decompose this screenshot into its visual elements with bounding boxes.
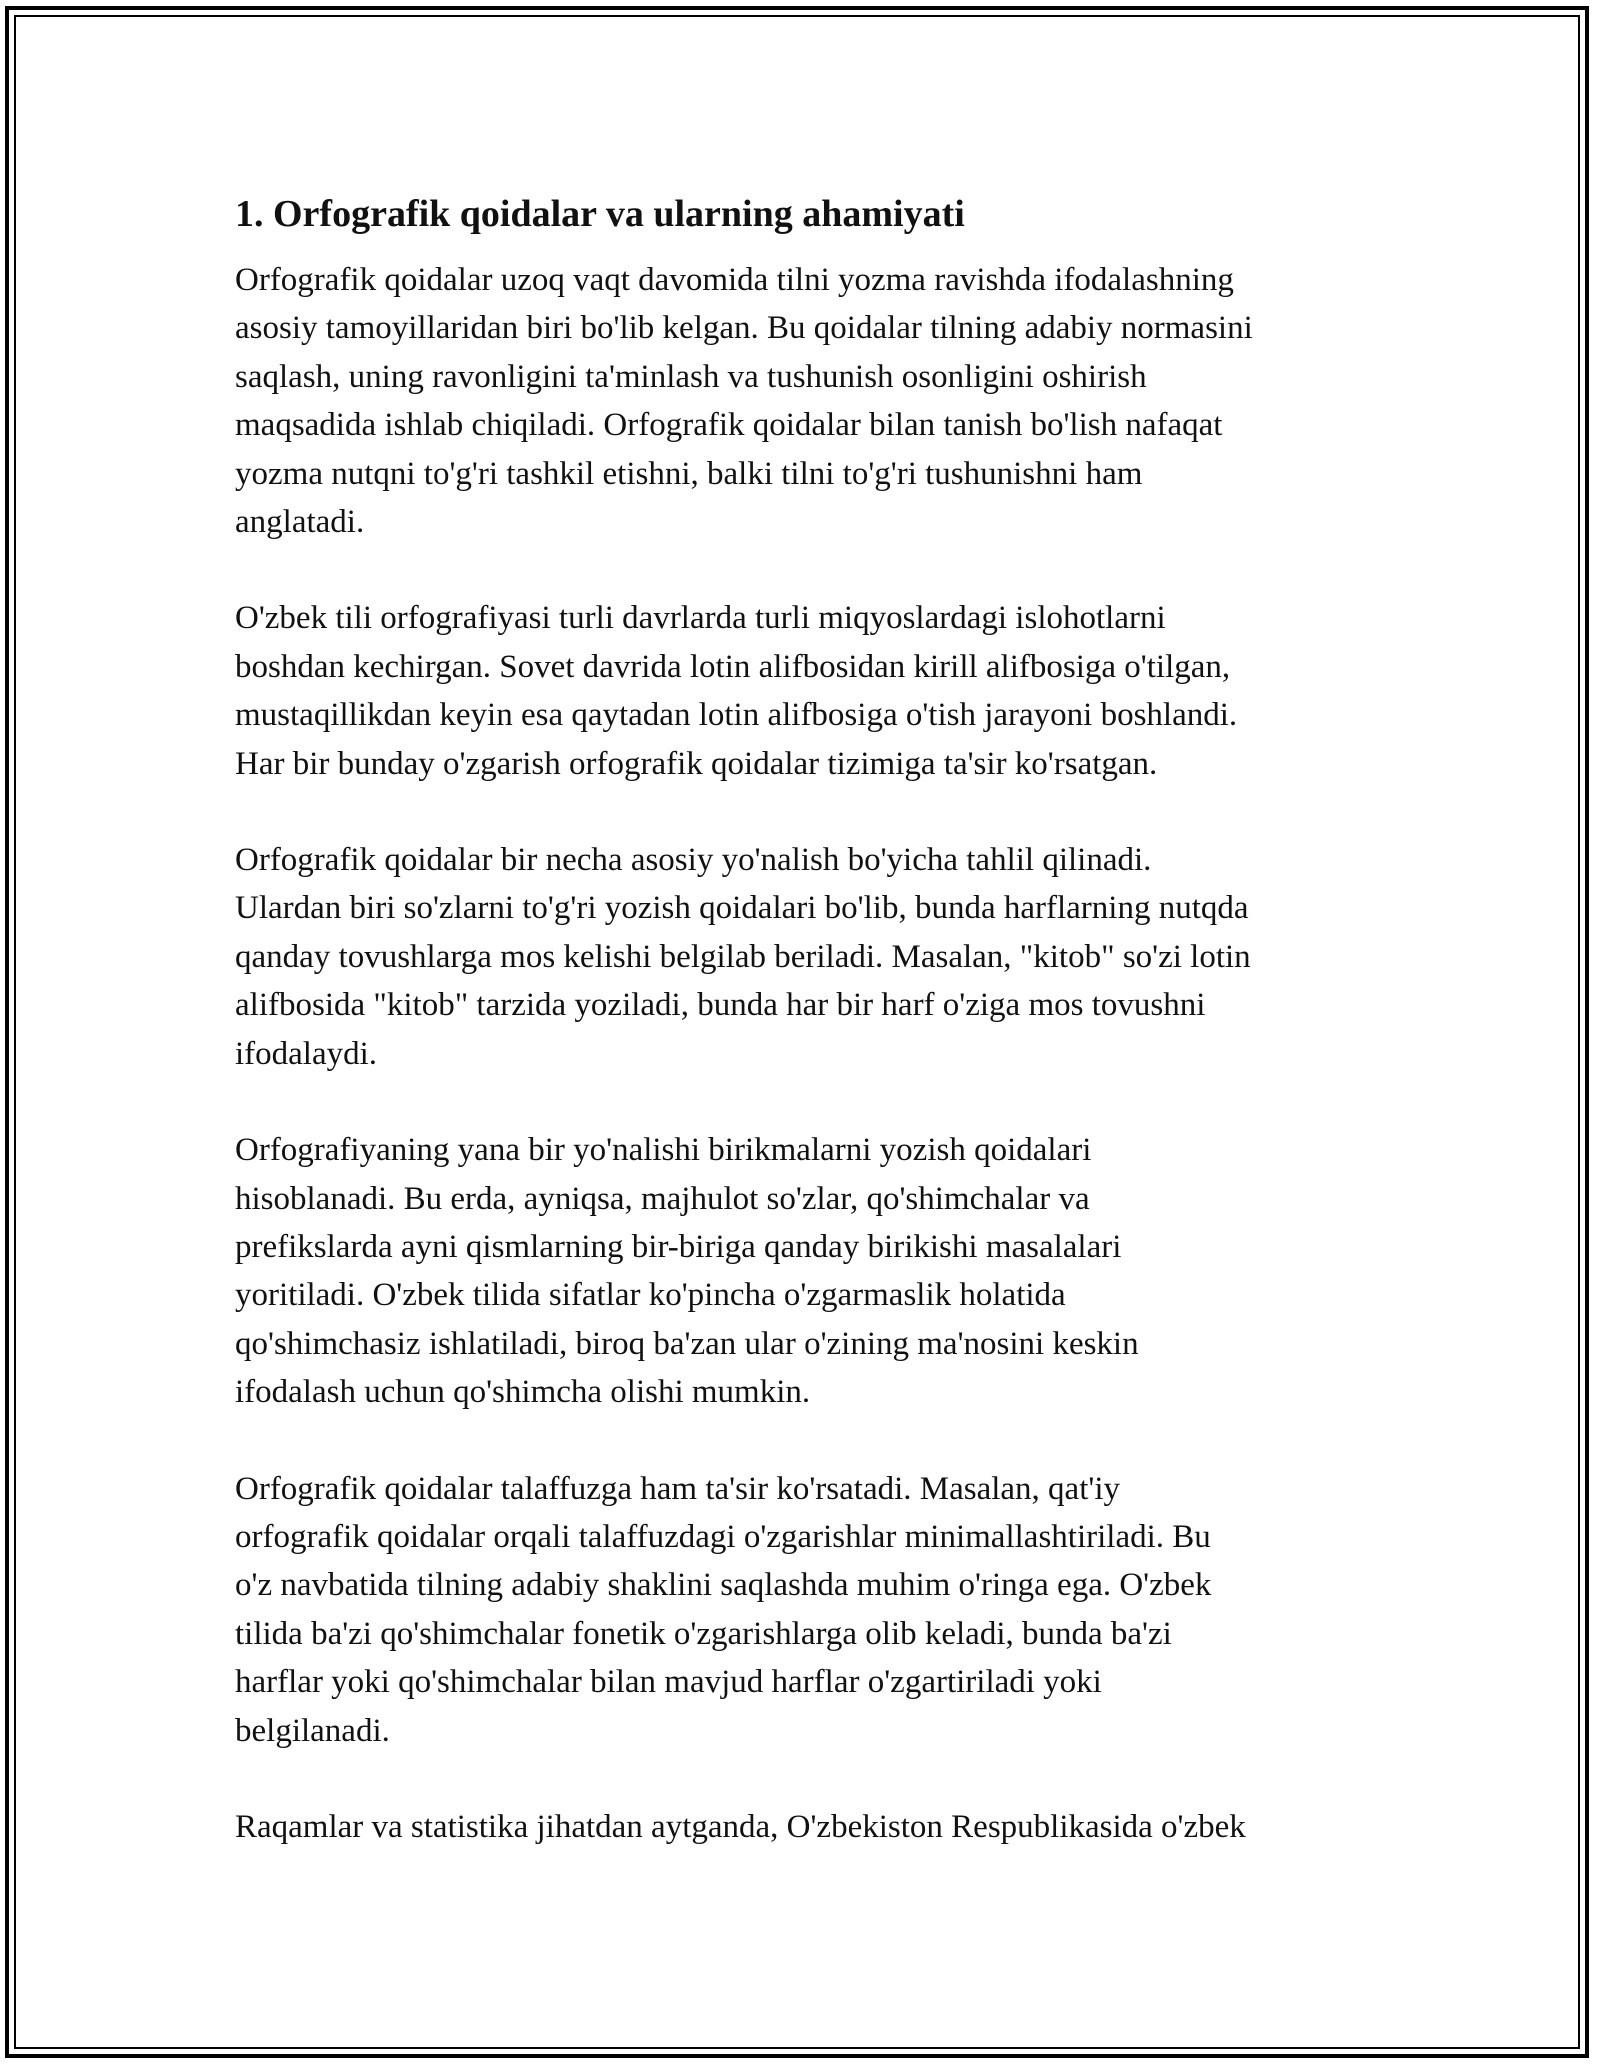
paragraph-line: yozma nutqni to'g'ri tashkil etishni, balki tilni to'g'ri tushunishni ham — [235, 455, 1143, 492]
paragraph-line: o'z navbatida tilning adabiy shaklini saqlashda muhim o'ringa ega. O'zbek — [235, 1567, 1212, 1604]
paragraph-line: Raqamlar va statistika jihatdan aytganda, O'zbekiston Respublikasida o'zbek — [235, 1808, 1246, 1845]
paragraph-line: hisoblanadi. Bu erda, ayniqsa, majhulot so'zlar, qo'shimchalar va — [235, 1180, 1090, 1217]
paragraph-line: alifbosida "kitob" tarzida yoziladi, bunda har bir harf o'ziga mos tovushni — [235, 987, 1206, 1024]
paragraph-line: prefikslarda ayni qismlarning bir-biriga qanday birikishi masalalari — [235, 1228, 1122, 1265]
paragraph-line: ifodalaydi. — [235, 1035, 378, 1072]
document-body — [235, 188, 1375, 1899]
paragraph-line: asosiy tamoyillaridan biri bo'lib kelgan. Bu qoidalar tilning adabiy normasini — [235, 310, 1253, 347]
paragraph-line: anglatadi. — [235, 504, 365, 541]
paragraph-line: qo'shimchasiz ishlatiladi, biroq ba'zan ular o'zining ma'nosini keskin — [235, 1325, 1139, 1362]
paragraph-list — [235, 256, 1375, 1851]
paragraph-line: harflar yoki qo'shimchalar bilan mavjud harflar o'zgartiriladi yoki — [235, 1664, 1102, 1701]
paragraph-3 — [235, 836, 1375, 1078]
paragraph-line: saqlash, uning ravonligini ta'minlash va tushunish osonligini oshirish — [235, 358, 1147, 395]
section-heading: 1. Orfografik qoidalar va ularning ahamiyati — [235, 193, 965, 235]
paragraph-6 — [235, 1803, 1375, 1851]
paragraph-line: qanday tovushlarga mos kelishi belgilab beriladi. Masalan, "kitob" so'zi lotin — [235, 938, 1251, 975]
paragraph-line: belgilanadi. — [235, 1712, 390, 1749]
paragraph-line: maqsadida ishlab chiqiladi. Orfografik qoidalar bilan tanish bo'lish nafaqat — [235, 407, 1223, 444]
paragraph-line: Orfografik qoidalar uzoq vaqt davomida tilni yozma ravishda ifodalashning — [235, 262, 1234, 298]
paragraph-line: boshdan kechirgan. Sovet davrida lotin alifbosidan kirill alifbosiga o'tilgan, — [235, 648, 1231, 685]
paragraph-line: Har bir bunday o'zgarish orfografik qoidalar tizimiga ta'sir ko'rsatgan. — [235, 745, 1158, 782]
paragraph-line: ifodalash uchun qo'shimcha olishi mumkin. — [235, 1374, 811, 1411]
paragraph-line: orfografik qoidalar orqali talaffuzdagi o'zgarishlar minimallashtiriladi. Bu — [235, 1518, 1211, 1555]
paragraph-line: mustaqillikdan keyin esa qaytadan lotin alifbosiga o'tish jarayoni boshlandi. — [235, 697, 1238, 734]
paragraph-line: Orfografiyaning yana bir yo'nalishi birikmalarni yozish qoidalari — [235, 1132, 1092, 1169]
paragraph-line: tilida ba'zi qo'shimchalar fonetik o'zgarishlarga olib keladi, bunda ba'zi — [235, 1615, 1172, 1652]
paragraph-line: yoritiladi. O'zbek tilida sifatlar ko'pincha o'zgarmaslik holatida — [235, 1277, 1066, 1314]
paragraph-1 — [235, 256, 1375, 546]
paragraph-5 — [235, 1465, 1375, 1755]
paragraph-line: Ulardan biri so'zlarni to'g'ri yozish qoidalari bo'lib, bunda harflarning nutqda — [235, 890, 1249, 927]
paragraph-4 — [235, 1126, 1375, 1416]
paragraph-line: O'zbek tili orfografiyasi turli davrlarda turli miqyoslardagi islohotlarni — [235, 600, 1166, 637]
paragraph-line: Orfografik qoidalar talaffuzga ham ta'sir ko'rsatadi. Masalan, qat'iy — [235, 1470, 1120, 1507]
paragraph-line: Orfografik qoidalar bir necha asosiy yo'nalish bo'yicha tahlil qilinadi. — [235, 842, 1152, 879]
paragraph-2 — [235, 594, 1375, 788]
